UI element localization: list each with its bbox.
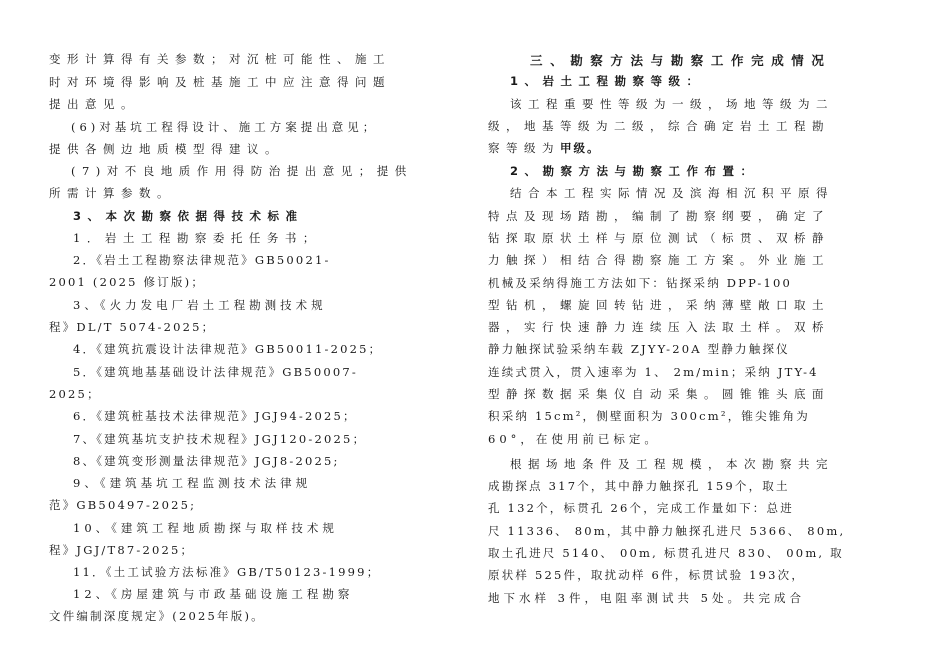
text-line: 型静探数据采集仪自动采集。圆锥锥头底面	[488, 387, 830, 401]
text-line: 尺 11336、 80m，其中静力触探孔进尺 5366、 80m,	[488, 524, 846, 538]
text-line: 提出意见。	[49, 97, 139, 111]
text-line: 型钻机，螺旋回转钻进，采纳薄壁敞口取土	[488, 298, 830, 312]
list-item: 12、《房屋建筑与市政基础设施工程勘察	[73, 587, 354, 601]
text-line: 力触探）相结合得勘察施工方案。外业施工	[488, 253, 830, 267]
text-line: (6)对基坑工程得设计、施工方案提出意见；	[71, 120, 379, 134]
text-line: 静力触探试验采纳车载 ZJYY-20A 型静力触探仪	[488, 342, 790, 356]
subsection-heading: 1、岩土工程勘察等级：	[510, 74, 705, 88]
list-item-continuation: 2001 (2025 修订版)；	[49, 275, 206, 289]
list-item: 2．《岩土工程勘察法律规范》GB50021-	[73, 253, 331, 267]
text-line: 器，实行快速静力连续压入法取土样。双桥	[488, 320, 830, 334]
list-item: 1．岩土工程勘察委托任务书；	[73, 231, 321, 245]
text-line: 60°，在使用前已标定。	[488, 432, 660, 446]
text-line: 地下水样 3件，电阻率测试共 5处。共完成合	[488, 591, 805, 605]
section-heading: 3、本次勘察依据得技术标准	[73, 209, 304, 223]
text-line: 特点及现场踏勘，编制了勘察纲要，确定了	[488, 209, 830, 223]
text-line: 时对环境得影响及桩基施工中应注意得问题	[49, 75, 391, 89]
text-line: 取土孔进尺 5140、 00m, 标贯孔进尺 830、 00m, 取	[488, 546, 844, 560]
list-item-continuation: 程》DL/T 5074-2025；	[49, 320, 216, 334]
list-item-continuation: 文件编制深度规定》(2025年版)。	[49, 609, 265, 623]
list-item: 3、《火力发电厂岩土工程勘测技术规	[73, 298, 327, 312]
text-line: 提供各侧边地质模型得建议。	[49, 142, 283, 156]
text-line: 原状样 525件，取扰动样 6件，标贯试验 193次，	[488, 568, 806, 582]
text-line: 连续式贯入，贯入速率为 1、 2m/min；采纳 JTY-4	[488, 365, 819, 379]
text-line: 孔 132个，标贯孔 26个，完成工作量如下：总进	[488, 501, 794, 515]
text-line: 结合本工程实际情况及滨海相沉积平原得	[510, 186, 834, 200]
list-item: 9、《建筑基坑工程监测技术法律规	[73, 476, 312, 490]
text-line: 成勘探点 317个，其中静力触探孔 159个，取土	[488, 479, 790, 493]
text-span: 察等级为	[488, 141, 560, 155]
text-line: 钻探取原状土样与原位测试（标贯、双桥静	[488, 231, 830, 245]
list-item: 11．《土工试验方法标准》GB/T50123-1999；	[73, 565, 381, 579]
list-item-continuation: 程》JGJ/T87-2025；	[49, 543, 195, 557]
text-line: 根据场地条件及工程规模，本次勘察共完	[510, 457, 834, 471]
list-item: 10、《建筑工程地质勘探与取样技术规	[73, 521, 338, 535]
section-title: 三、勘察方法与勘察工作完成情况	[530, 53, 832, 68]
list-item: 8、《建筑变形测量法律规范》JGJ8-2025;	[73, 454, 340, 468]
list-item: 7、《建筑基坑支护技术规程》JGJ120-2025；	[73, 432, 367, 446]
text-line: 机械及采纳得施工方法如下：钻探采纳 DPP-100	[488, 276, 793, 290]
text-line: 级，地基等级为二级，综合确定岩土工程勘	[488, 119, 830, 133]
subsection-heading: 2、勘察方法与勘察工作布置：	[510, 164, 759, 178]
list-item-continuation: 范》GB50497-2025;	[49, 498, 197, 512]
text-line	[488, 141, 601, 155]
text-line: 变形计算得有关参数；对沉桩可能性、施工	[49, 52, 391, 66]
grade-emphasis: 甲级。	[560, 141, 601, 155]
list-item: 4．《建筑抗震设计法律规范》GB50011-2025；	[73, 342, 383, 356]
list-item: 5．《建筑地基基础设计法律规范》GB50007-	[73, 365, 358, 379]
list-item: 6．《建筑桩基技术法律规范》JGJ94-2025；	[73, 409, 357, 423]
list-item-continuation: 2025；	[49, 387, 101, 401]
text-line: 积采纳 15cm²，侧壁面积为 300cm²，锥尖锥角为	[488, 409, 810, 423]
text-line: (7)对不良地质作用得防治提出意见；提供	[71, 164, 413, 178]
text-line: 所需计算参数。	[49, 186, 175, 200]
text-line: 该工程重要性等级为一级，场地等级为二	[510, 97, 834, 111]
